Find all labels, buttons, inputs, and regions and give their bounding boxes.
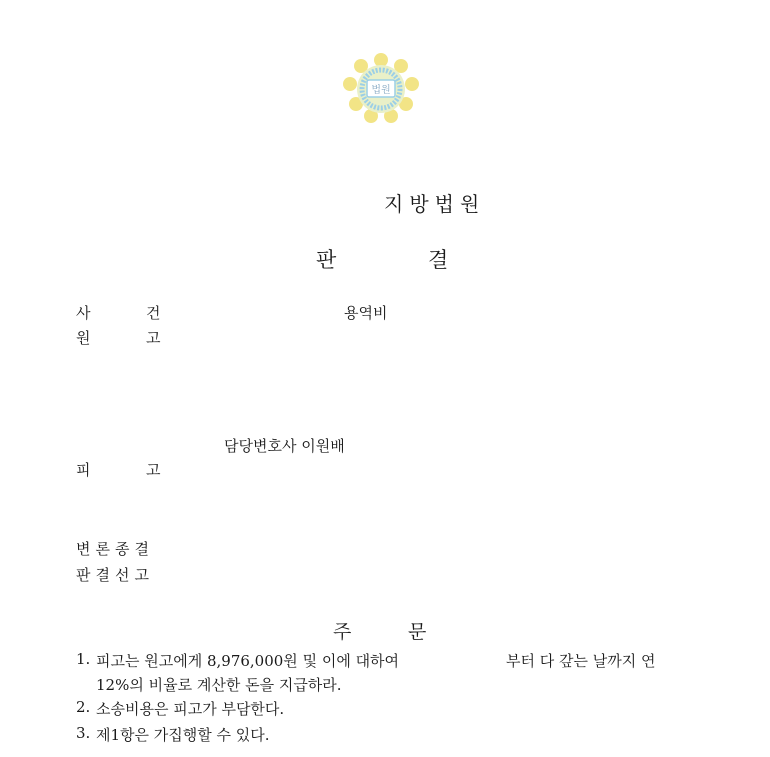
court-seal xyxy=(343,52,419,124)
order-3-text: 제1항은 가집행할 수 있다. xyxy=(96,726,270,744)
case-label-1: 사 xyxy=(76,304,91,322)
title-right-char: 결 xyxy=(428,248,449,272)
defendant-label-1: 피 xyxy=(76,461,91,479)
order-section-left: 주 xyxy=(333,621,352,643)
order-2-text: 소송비용은 피고가 부담한다. xyxy=(96,700,285,718)
order-3-number: 3. xyxy=(76,724,91,742)
defendant-label-2: 고 xyxy=(146,461,161,479)
order-1-line2: 12%의 비율로 계산한 돈을 지급하라. xyxy=(96,676,342,694)
seal-text: 법원 xyxy=(371,85,391,96)
court-seal-icon xyxy=(343,52,419,124)
case-value: 용역비 xyxy=(344,304,388,322)
order-1-number: 1. xyxy=(76,650,91,668)
judgment-date-label: 판결선고 xyxy=(76,566,154,584)
plaintiff-attorney: 담당변호사 이원배 xyxy=(224,437,345,455)
title-left-char: 판 xyxy=(316,248,337,272)
plaintiff-label-1: 원 xyxy=(76,329,91,347)
hearing-end-label: 변론종결 xyxy=(76,540,154,558)
plaintiff-label-2: 고 xyxy=(146,329,161,347)
case-label-2: 건 xyxy=(146,304,161,322)
order-section-right: 문 xyxy=(408,621,427,643)
order-2-number: 2. xyxy=(76,698,91,716)
order-1-continuation: 부터 다 갚는 날까지 연 xyxy=(506,652,656,670)
court-name: 지방법원 xyxy=(384,192,486,216)
order-1-text: 피고는 원고에게 8,976,000원 및 이에 대하여 xyxy=(96,652,400,670)
